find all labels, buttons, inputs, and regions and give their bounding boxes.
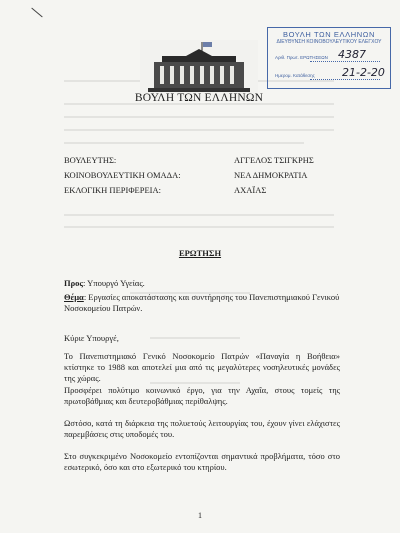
addressee-label: Προς [64,278,83,288]
pen-mark [31,8,42,18]
stamp-date-label: Ημερομ. Κατάθεσης [275,73,315,78]
logo-text: ΒΟΥΛΗ ΤΩΝ ΕΛΛΗΝΩΝ [134,92,264,104]
registration-stamp [267,27,391,89]
constituency-value: ΑΧΑΪΑΣ [234,185,267,195]
stamp-subtitle: ΔΙΕΥΘΥΝΣΗ ΚΟΙΝΟΒΟΥΛΕΥΤΙΚΟΥ ΕΛΕΓΧΟΥ [276,39,382,45]
stamp-prot-number: 4387 [338,48,366,61]
addressee-line [64,278,340,289]
party-label: ΚΟΙΝΟΒΟΥΛΕΥΤΙΚΗ ΟΜΑΔΑ: [64,170,181,180]
stamp-line [310,79,380,80]
subject-label: Θέμα [64,292,84,302]
stamp-prot-label: Αριθ. Πρωτ. ΕΡΩΤΗΣΕΩΝ [275,55,328,60]
paragraph-1: Το Πανεπιστημιακό Γενικό Νοσοκομείο Πατρών «Παναγία η Βοήθεια» κτίστηκε το 1988 και αποτελεί μια από τις μεγαλύτερες νοσηλευτικές μονάδες της χώρας. [64,351,340,383]
stamp-title: ΒΟΥΛΗ ΤΩΝ ΕΛΛΗΝΩΝ [282,30,376,39]
paragraph-4: Στο συγκεκριμένο Νοσοκομείο εντοπίζονται σημαντικά προβλήματα, τόσο στο εσωτερικό, όσο και στο εξωτερικό του κτηρίου. [64,451,340,472]
member-value: ΑΓΓΕΛΟΣ ΤΣΙΓΚΡΗΣ [234,155,314,165]
party-value: ΝΕΑ ΔΗΜΟΚΡΑΤΙΑ [234,170,308,180]
document-title: ΕΡΩΤΗΣΗ [178,248,222,258]
constituency-label: ΕΚΛΟΓΙΚΗ ΠΕΡΙΦΕΡΕΙΑ: [64,185,161,195]
member-label: ΒΟΥΛΕΥΤΗΣ: [64,155,117,165]
paragraph-3: Ωστόσο, κατά τη διάρκεια της πολυετούς λειτουργίας του, έχουν γίνει ελάχιστες παρεμβάσεις στις υποδομές του. [64,418,340,439]
greeting: Κύριε Υπουργέ, [64,333,119,343]
stamp-date-value: 21-2-20 [342,66,385,79]
stamp-line [310,61,380,62]
addressee-text: : Υπουργό Υγείας. [83,278,145,288]
parliament-logo [140,40,258,98]
page-number: 1 [198,511,202,520]
subject-line [64,292,340,314]
subject-text: : Εργασίες αποκατάστασης και συντήρησης του Πανεπιστημιακού Γενικού Νοσοκομείου Πατρών. [64,292,340,313]
paragraph-2: Προσφέρει πολύτιμο κοινωνικό έργο, για την Αχαΐα, στους τομείς της πρωτοβάθμιας και δευτεροβάθμιας περίθαλψης. [64,385,340,406]
